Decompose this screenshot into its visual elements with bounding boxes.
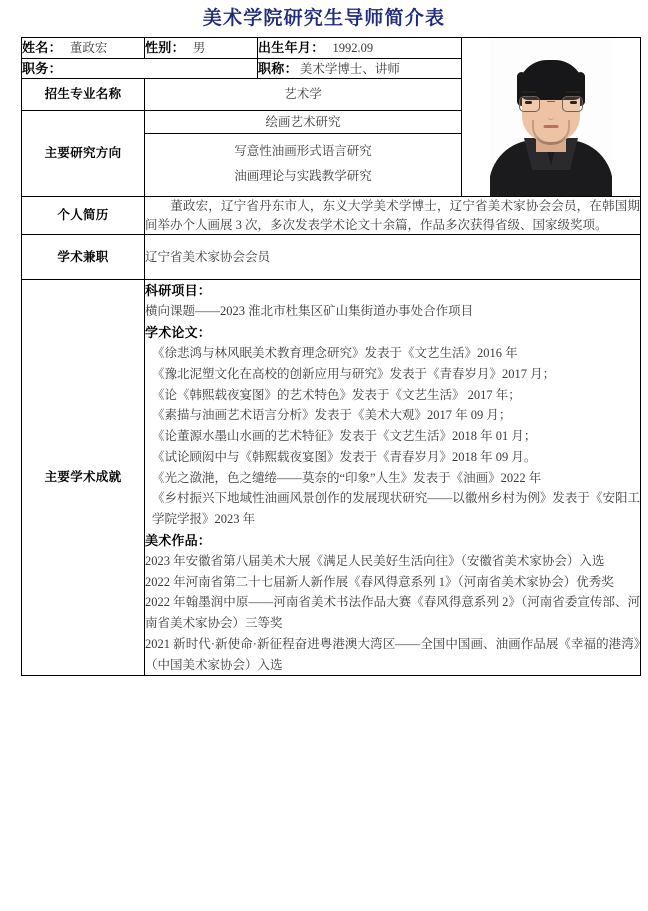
paper-item: 《论董源水墨山水画的艺术特征》发表于《文艺生活》2018 年 01 月； xyxy=(152,429,537,444)
page-title: 美术学院研究生导师简介表 xyxy=(202,8,446,29)
portrait-hair xyxy=(518,60,584,100)
name-value: 董政宏 xyxy=(69,40,108,55)
mentor-photo xyxy=(490,38,612,196)
mentor-profile-table xyxy=(21,37,641,677)
project-item: 横向课题——2023 淮北市杜集区矿山集街道办事处合作项目 xyxy=(145,304,474,319)
portrait-glasses-right xyxy=(562,96,583,112)
bio-body: 董政宏，辽宁省丹东市人，东义大学美术学博士，辽宁省美术家协会会员，在韩国期间举办个人画展 3 次，多次发表学术论文十余篇，作品多次获得省级、国家级奖项。 xyxy=(145,198,640,232)
academic-title-value: 美术学博士、讲师 xyxy=(299,61,400,76)
artwork-item: 2023 年安徽省第八届美术大展《满足人民美好生活向往》（安徽省美术家协会）入选 xyxy=(145,553,605,568)
paper-item: 《乡村振兴下地域性油画风景创作的发展现状研究——以徽州乡村为例》发表于《安阳工学院学报》2023 年 xyxy=(152,491,640,527)
birth-label: 出生年月： xyxy=(258,39,325,55)
cell-birth xyxy=(258,37,462,58)
artwork-item: 2022 年翰墨润中原——河南省美术书法作品大赛《春风得意系列 2》（河南省委宣传部、河南省美术家协会）三等奖 xyxy=(145,595,640,631)
portrait-eye-left xyxy=(525,101,532,104)
gender-label: 性别： xyxy=(145,39,185,55)
table-row-affiliation xyxy=(22,235,641,280)
affiliation-value: 辽宁省美术家协会会员 xyxy=(145,235,641,280)
major-label: 招生专业名称 xyxy=(22,79,145,111)
duty-label: 职务： xyxy=(22,60,62,76)
paper-item: 《光之潋滟，色之缱绻——莫奈的“印象”人生》发表于《油画》2022 年 xyxy=(152,470,542,485)
cell-photo xyxy=(462,37,641,196)
portrait-brow-right xyxy=(566,91,581,94)
gender-value: 男 xyxy=(192,40,206,55)
artworks-heading: 美术作品： xyxy=(145,532,212,548)
portrait-mouth xyxy=(544,125,559,128)
table-row-bio xyxy=(22,196,641,235)
affiliation-label: 学术兼职 xyxy=(22,235,145,280)
portrait-glasses-left xyxy=(519,96,540,112)
paper-item: 《试论顾闳中与《韩熙载夜宴图》发表于《青春岁月》2018 年 09 月。 xyxy=(152,449,537,464)
birth-value: 1992.09 xyxy=(332,40,374,55)
research-label: 主要研究方向 xyxy=(22,111,145,197)
name-label: 姓名： xyxy=(22,39,62,55)
bio-text xyxy=(145,196,641,235)
research-primary: 绘画艺术研究 xyxy=(145,111,462,134)
portrait-eye-right xyxy=(570,101,577,104)
cell-name xyxy=(22,37,145,58)
artwork-item: 2022 年河南省第二十七届新人新作展《春风得意系列 1》（河南省美术家协会）优秀奖 xyxy=(145,574,614,589)
portrait-nose xyxy=(548,110,555,120)
academic-title-label: 职称： xyxy=(258,60,298,76)
paper-item: 《豫北泥塑文化在高校的创新应用与研究》发表于《青春岁月》2017 月； xyxy=(152,366,556,381)
projects-heading: 科研项目： xyxy=(145,283,212,299)
paper-item: 《素描与油画艺术语言分析》发表于《美术大观》2017 年 09 月； xyxy=(152,408,512,423)
portrait-glasses-bridge xyxy=(547,101,555,102)
research-item: 油画理论与实践教学研究 xyxy=(234,168,372,183)
papers-heading: 学术论文： xyxy=(145,325,212,341)
profile-table-wrapper xyxy=(0,37,648,677)
research-items xyxy=(145,133,462,196)
cell-academic-title xyxy=(258,58,462,79)
major-value: 艺术学 xyxy=(145,79,462,111)
paper-item: 《论《韩熙载夜宴图》的艺术特色》发表于《文艺生活》 2017 年； xyxy=(152,387,521,402)
portrait-brow-left xyxy=(521,91,536,94)
achievements-content xyxy=(145,280,641,676)
cell-duty xyxy=(22,58,258,79)
table-row-basic-1 xyxy=(22,37,641,58)
artwork-item: 2021 新时代·新使命·新征程奋进粤港澳大湾区——全国中国画、油画作品展《幸福的港湾》（中国美术家协会）入选 xyxy=(145,636,640,672)
cell-gender xyxy=(145,37,258,58)
achievements-label: 主要学术成就 xyxy=(22,280,145,676)
bio-label: 个人简历 xyxy=(22,196,145,235)
research-item: 写意性油画形式语言研究 xyxy=(234,143,372,158)
table-row-achievements xyxy=(22,280,641,676)
paper-item: 《徐悲鸿与林风眠美术教育理念研究》发表于《文艺生活》2016 年 xyxy=(152,346,518,361)
